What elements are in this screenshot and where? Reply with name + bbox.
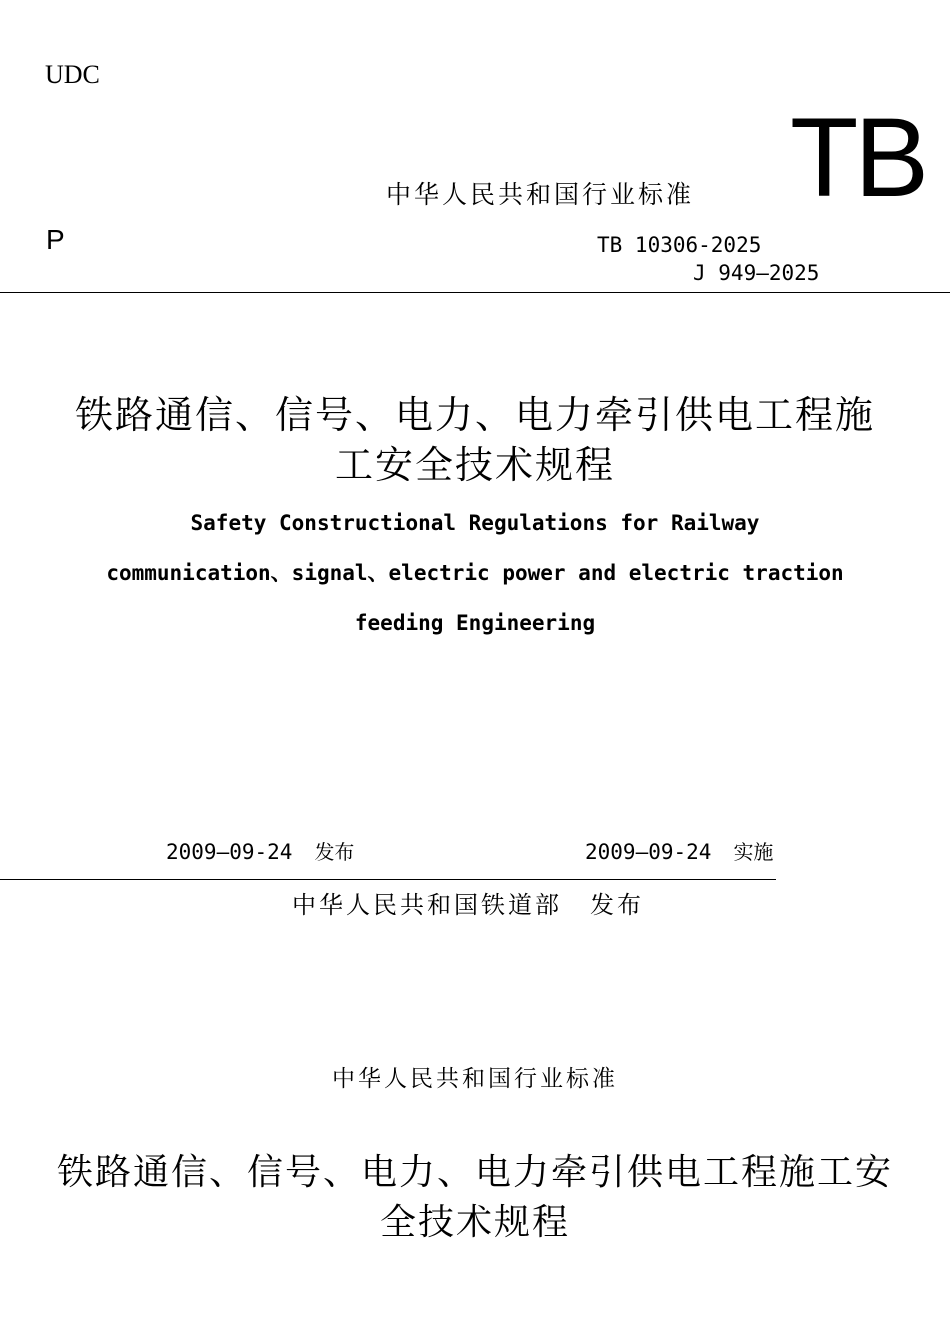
english-title-line3: feeding Engineering	[354, 611, 596, 635]
udc-label: UDC	[45, 60, 100, 89]
standard-code-tb: TB 10306-2025	[597, 233, 762, 257]
top-divider	[0, 292, 950, 293]
second-title	[0, 1148, 950, 1248]
implementation-date-row	[585, 836, 773, 865]
standard-code-j: J 949—2025	[693, 261, 820, 285]
publisher-line	[292, 885, 644, 920]
tb-logo: TB	[790, 95, 926, 220]
chinese-title-line2: 工安全技术规程	[334, 443, 615, 487]
english-title	[0, 498, 950, 648]
publisher-word: 发布	[590, 891, 644, 919]
issue-word: 发布	[314, 840, 355, 864]
second-standard-category: 中华人民共和国行业标准	[332, 1066, 618, 1092]
english-title-line2: communication、signal、electric power and electric traction	[106, 561, 844, 585]
class-letter: P	[46, 224, 65, 255]
issue-date: 2009—09-24	[166, 840, 293, 864]
chinese-title	[0, 390, 950, 490]
bottom-divider	[0, 879, 776, 880]
second-title-line1: 铁路通信、信号、电力、电力牵引供电工程施工安	[56, 1152, 893, 1193]
publisher-name: 中华人民共和国铁道部	[292, 891, 562, 919]
english-title-line1: Safety Constructional Regulations for Railway	[190, 511, 760, 535]
chinese-title-line1: 铁路通信、信号、电力、电力牵引供电工程施	[74, 393, 875, 437]
second-title-line2: 全技术规程	[379, 1202, 570, 1243]
implementation-word: 实施	[733, 840, 774, 864]
standard-category: 中华人民共和国行业标准	[386, 180, 695, 209]
issue-date-row	[166, 836, 354, 865]
implementation-date: 2009—09-24	[585, 840, 712, 864]
